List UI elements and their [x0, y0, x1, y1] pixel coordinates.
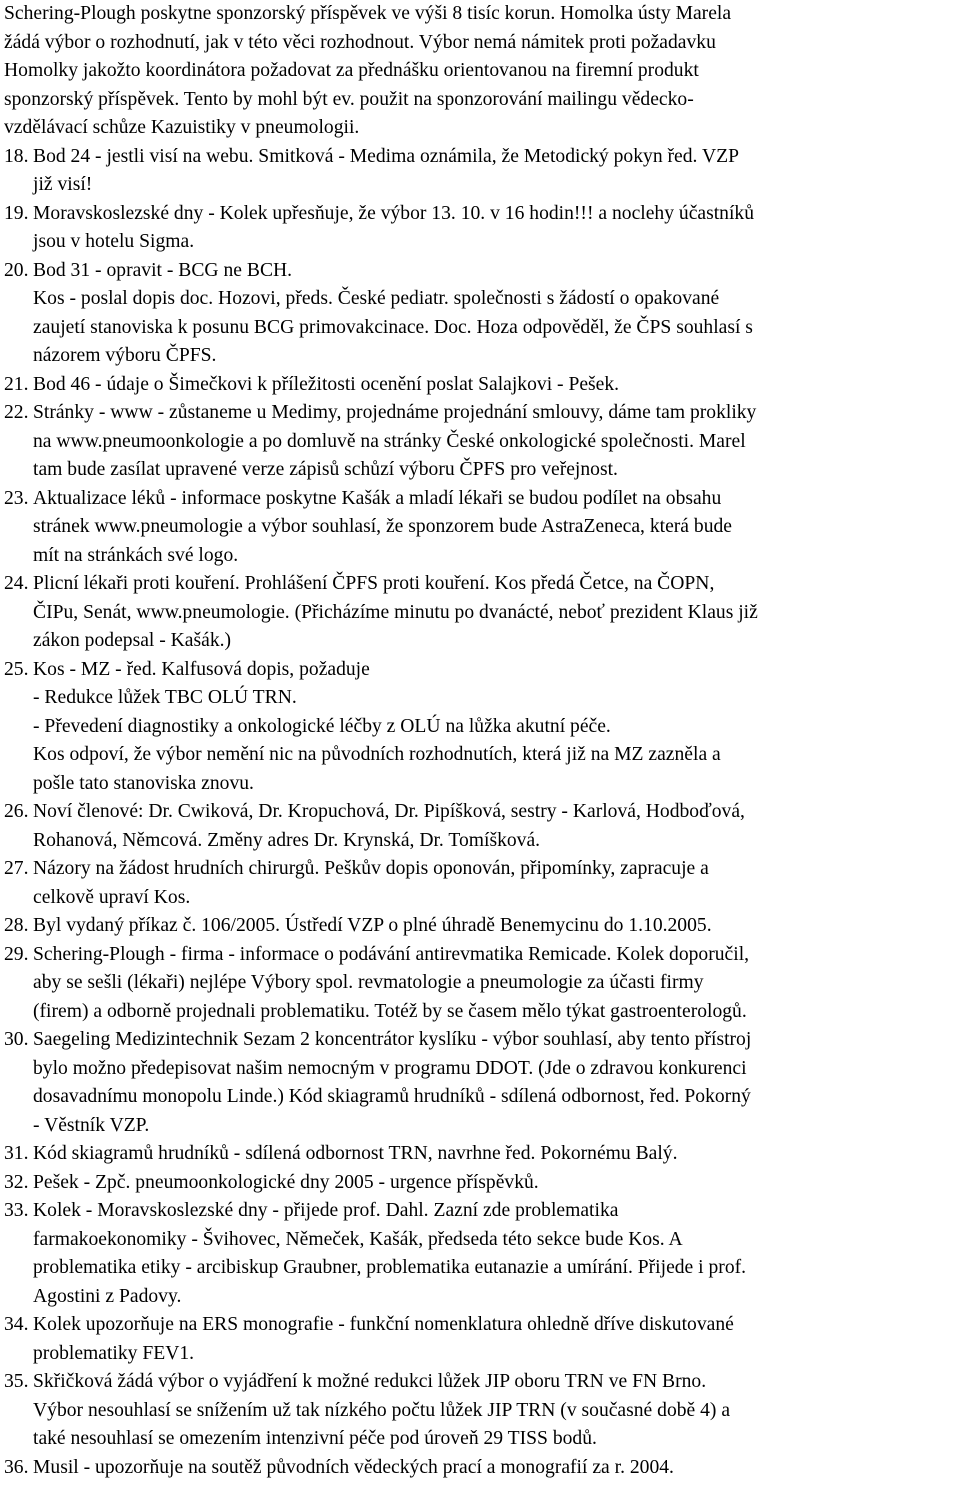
list-item	[4, 1140, 956, 1169]
list-item	[4, 200, 956, 257]
text-line: Saegeling Medizintechnik Sezam 2 koncentrátor kyslíku - výbor souhlasí, aby tento přístroj	[33, 1029, 752, 1050]
text-line: Agostini z Padovy.	[33, 1285, 182, 1307]
text-line: Kolek - Moravskoslezské dny - přijede prof. Dahl. Zazní zde problematika	[33, 1200, 619, 1221]
list-item-number: 30.	[4, 1029, 29, 1050]
text-line: - Redukce lůžek TBC OLÚ TRN.	[33, 687, 297, 708]
list-item-body	[33, 485, 956, 571]
list-item-number: 29.	[4, 943, 29, 965]
text-line: problematiky FEV1.	[33, 1342, 195, 1364]
list-item	[4, 485, 956, 571]
list-item-body	[33, 912, 956, 941]
text-line: - Věstník VZP.	[33, 1114, 150, 1136]
list-item-body	[33, 1311, 956, 1368]
list-item-number: 20.	[4, 259, 29, 281]
text-line: sponzorský příspěvek. Tento by mohl být ev. použit na sponzorování mailingu vědecko-	[4, 88, 694, 110]
text-line: Kos - MZ - řed. Kalfusová dopis, požaduje	[33, 658, 370, 680]
list-item-number: 27.	[4, 858, 29, 879]
list-item-body	[33, 855, 956, 912]
list-item	[4, 656, 956, 799]
text-line: aby se sešli (lékaři) nejlépe Výbory spol. revmatologie a pneumologie za účasti firmy	[33, 972, 704, 993]
list-item-body	[33, 1197, 956, 1311]
text-line: již visí!	[33, 174, 93, 195]
text-line: pošle tato stanoviska znovu.	[33, 772, 254, 794]
list-item	[4, 1454, 956, 1483]
text-line: - Převedení diagnostiky a onkologické léčby z OLÚ na lůžka akutní péče.	[33, 715, 611, 737]
list-item-body	[33, 798, 956, 855]
list-item	[4, 1026, 956, 1140]
numbered-list	[4, 143, 956, 1483]
list-item-number: 32.	[4, 1171, 29, 1193]
text-line: farmakoekonomiky - Švihovec, Němeček, Kašák, předsedа této sekce bude Kos. A	[33, 1228, 683, 1250]
list-item-body	[33, 941, 956, 1027]
list-item	[4, 912, 956, 941]
list-item-number: 21.	[4, 373, 29, 395]
text-line: Plicní lékaři proti kouření. Prohlášení ČPFS proti kouření. Kos předá Četce, na ČOPN,	[33, 573, 715, 594]
text-line: tam bude zasílat upravené verze zápisů schůzí výboru ČPFS pro veřejnost.	[33, 459, 618, 480]
text-line: mít na stránkách své logo.	[33, 544, 239, 566]
list-item-body	[33, 656, 956, 799]
list-item-number: 24.	[4, 573, 29, 594]
list-item	[4, 399, 956, 485]
list-item	[4, 1368, 956, 1454]
list-item-number: 31.	[4, 1143, 29, 1164]
text-line: zaujetí stanoviska k posunu BCG primovakcinace. Doc. Hoza odpověděl, že ČPS souhlasí s	[33, 316, 753, 338]
text-line: Noví členové: Dr. Cwiková, Dr. Kropuchová, Dr. Pipíšková, sestry - Karlová, Hodboďová,	[33, 801, 745, 822]
list-item-body	[33, 1368, 956, 1454]
text-line: ČIPu, Senát, www.pneumologie. (Přicházíme minutu po dvanácté, neboť prezident Klaus již	[33, 601, 758, 623]
list-item-body	[33, 570, 956, 656]
text-line: problematika etiky - arcibiskup Graubner, problematika eutanazie a umírání. Přijede i prof.	[33, 1257, 747, 1278]
text-line: dosavadnímu monopolu Linde.) Kód skiagramů hrudníků - sdílená odbornost, řed. Pokorný	[33, 1086, 751, 1107]
text-line: Kolek upozorňuje na ERS monografie - funkční nomenklatura ohledně dříve diskutované	[33, 1314, 734, 1335]
list-item-number: 26.	[4, 801, 29, 822]
text-line: Stránky - www - zůstaneme u Medimy, projednáme projednání smlouvy, dáme tam prokliky	[33, 402, 757, 423]
list-item-number: 35.	[4, 1371, 29, 1392]
text-line: Kos odpoví, že výbor nemění nic na původních rozhodnutích, která již na MZ zazněla a	[33, 744, 721, 765]
text-line: Kos - poslal dopis doc. Hozovi, předs. České pediatr. společnosti s žádostí o opakované	[33, 288, 720, 309]
text-line: také nesouhlasí se omezením intenzivní péče pod úroveň 29 TISS bodů.	[33, 1428, 597, 1449]
text-line: stránek www.pneumologie a výbor souhlasí, že sponzorem bude AstraZeneca, která bude	[33, 516, 732, 537]
list-item	[4, 1311, 956, 1368]
list-item-number: 36.	[4, 1456, 29, 1478]
text-line: Skřičková žádá výbor o vyjádření k možné redukci lůžek JIP oboru TRN ve FN Brno.	[33, 1371, 707, 1392]
list-item	[4, 1169, 956, 1198]
list-item-number: 34.	[4, 1314, 29, 1335]
text-line: žádá výbor o rozhodnutí, jak v této věci rozhodnout. Výbor nemá námitek proti požadavku	[4, 31, 716, 53]
list-item	[4, 798, 956, 855]
list-item-number: 28.	[4, 915, 29, 936]
text-line: na www.pneumoonkologie a po domluvě na stránky České onkologické společnosti. Marel	[33, 430, 746, 452]
list-item-number: 33.	[4, 1200, 29, 1221]
text-line: Pešek - Zpč. pneumoonkologické dny 2005 - urgence příspěvků.	[33, 1171, 539, 1193]
list-item	[4, 941, 956, 1027]
list-item-body	[33, 257, 956, 371]
text-line: Kód skiagramů hrudníků - sdílená odbornost TRN, navrhne řed. Pokornému Balý.	[33, 1143, 678, 1164]
text-line: (firem) a odborně projednali problematiku. Totéž by se časem mělo týkat gastroenterologů.	[33, 1000, 747, 1022]
text-line: jsou v hotelu Sigma.	[33, 231, 195, 252]
text-line: Homolky jakožto koordinátora požadovat za přednášku orientovanou na firemní produkt	[4, 60, 699, 81]
list-item-body	[33, 200, 956, 257]
text-line: Schering-Plough poskytne sponzorský příspěvek ve výši 8 tisíc korun. Homolka ústy Marela	[4, 3, 732, 24]
list-item-body	[33, 1169, 956, 1198]
text-line: bylo možno předepisovat našim nemocným v programu DDOT. (Jde o zdravou konkurenci	[33, 1057, 747, 1079]
list-item-body	[33, 399, 956, 485]
intro-paragraph	[4, 0, 956, 143]
list-item	[4, 570, 956, 656]
text-line: Rohanová, Němcová. Změny adres Dr. Krynská, Dr. Tomíšková.	[33, 829, 541, 851]
text-line: Moravskoslezské dny - Kolek upřesňuje, že výbor 13. 10. v 16 hodin!!! a noclehy účastníků	[33, 202, 754, 224]
list-item	[4, 257, 956, 371]
text-line: Výbor nesouhlasí se snížením už tak nízkého počtu lůžek JIP TRN (v současné době 4) a	[33, 1399, 731, 1421]
text-line: zákon podepsal - Kašák.)	[33, 630, 232, 651]
list-item-body	[33, 371, 956, 400]
list-item-body	[33, 1454, 956, 1483]
text-line: Aktualizace léků - informace poskytne Kašák a mladí lékaři se budou podílet na obsahu	[33, 487, 722, 509]
text-line: Musil - upozorňuje na soutěž původních vědeckých prací a monografií za r. 2004.	[33, 1456, 674, 1478]
list-item-body	[33, 143, 956, 200]
list-item-number: 18.	[4, 145, 29, 167]
list-item	[4, 143, 956, 200]
text-line: Schering-Plough - firma - informace o podávání antirevmatika Remicade. Kolek doporučil,	[33, 943, 750, 965]
list-item-body	[33, 1026, 956, 1140]
list-item-number: 25.	[4, 658, 29, 680]
list-item-body	[33, 1140, 956, 1169]
list-item-number: 22.	[4, 402, 29, 423]
text-line: Bod 46 - údaje o Šimečkovi k příležitosti ocenění poslat Salajkovi - Pešek.	[33, 373, 620, 395]
list-item	[4, 371, 956, 400]
text-line: názorem výboru ČPFS.	[33, 345, 217, 366]
list-item-number: 19.	[4, 202, 29, 224]
text-line: celkově upraví Kos.	[33, 886, 191, 908]
text-line: Byl vydaný příkaz č. 106/2005. Ústředí VZP o plné úhradě Benemycinu do 1.10.2005.	[33, 915, 712, 936]
text-line: vzdělávací schůze Kazuistiky v pneumologii.	[4, 117, 360, 138]
text-line: Bod 31 - opravit - BCG ne BCH.	[33, 259, 293, 281]
list-item-number: 23.	[4, 487, 29, 509]
text-line: Bod 24 - jestli visí na webu. Smitková - Medima oznámila, že Metodický pokyn řed. VZP	[33, 145, 739, 167]
text-line: Názory na žádost hrudních chirurgů. Peškův dopis oponován, připomínky, zapracuje a	[33, 858, 709, 879]
list-item	[4, 1197, 956, 1311]
list-item	[4, 855, 956, 912]
